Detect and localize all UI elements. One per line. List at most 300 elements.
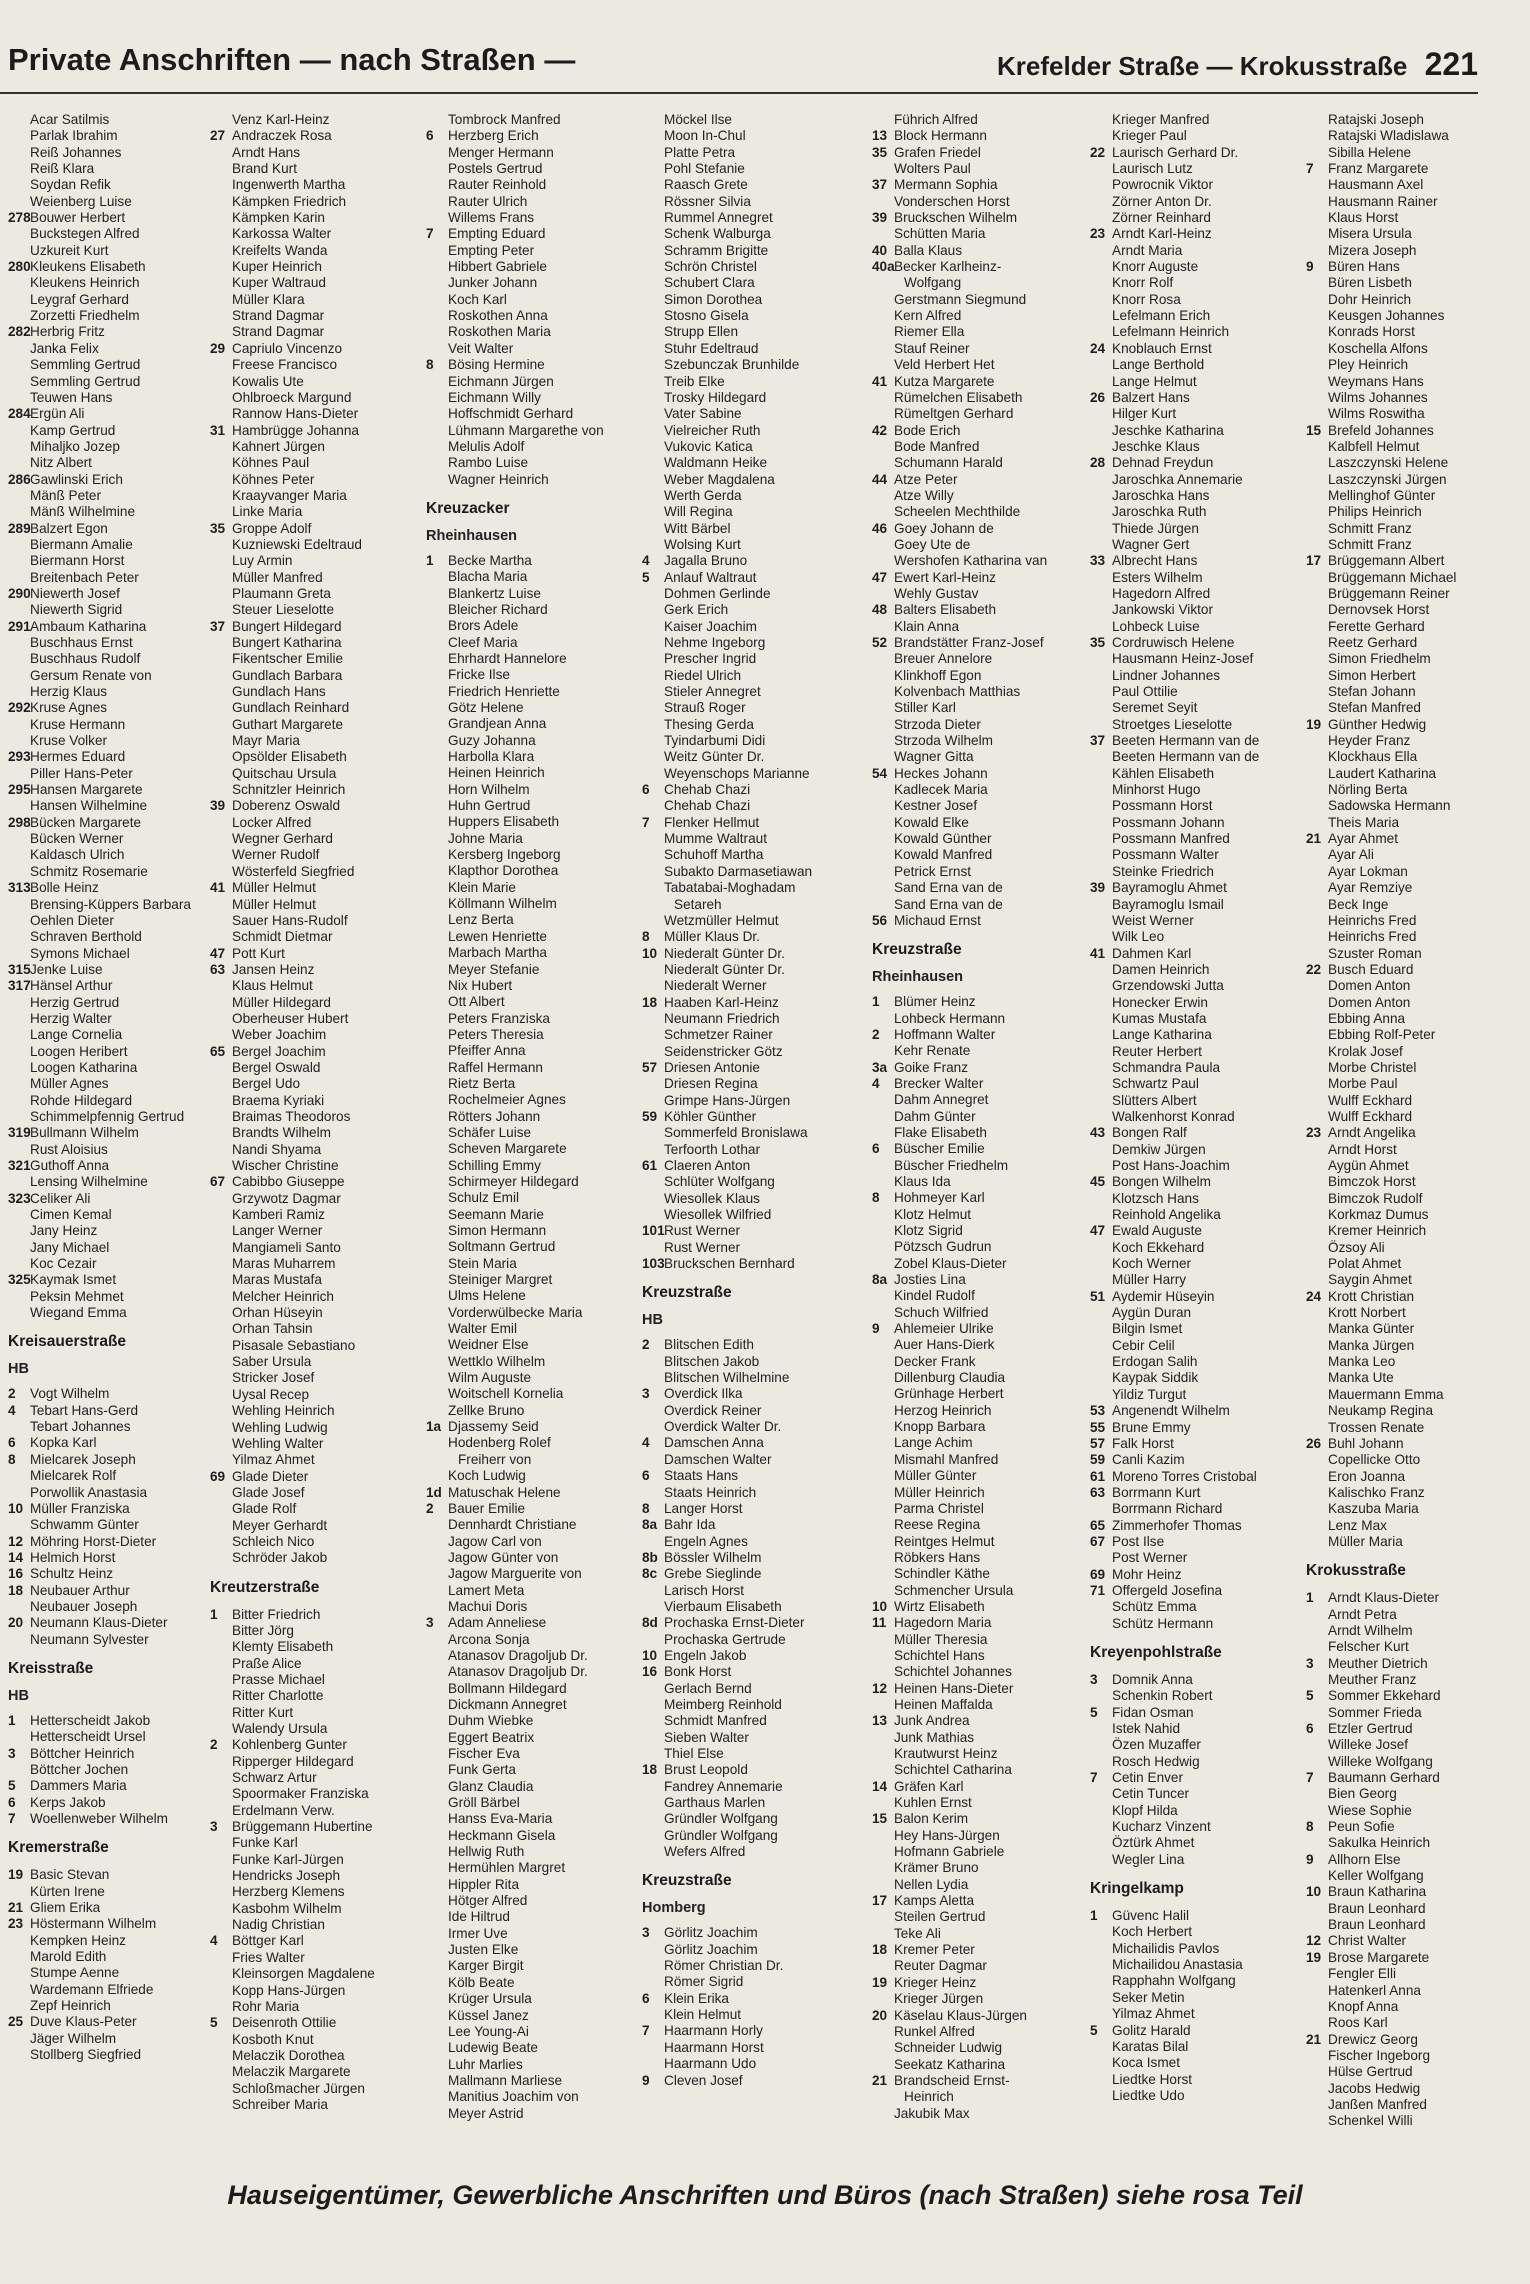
house-number: 26 [1090, 389, 1106, 405]
district-heading: Rheinhausen [426, 527, 518, 544]
resident-name: Knopp Barbara [894, 1419, 986, 1435]
resident-name: Damschen Anna [664, 1435, 764, 1451]
resident-entry [872, 1239, 1088, 1255]
resident-entry [872, 831, 1088, 847]
resident-entry [1306, 1607, 1478, 1623]
resident-entry [210, 341, 424, 357]
resident-name: Dickmann Annegret [448, 1696, 567, 1712]
house-number: 39 [872, 210, 888, 226]
resident-name: Bücken Werner [30, 831, 124, 847]
resident-name: Chehab Chazi [664, 782, 751, 798]
resident-name: Haarmann Horly [664, 2023, 763, 2039]
resident-entry [426, 1697, 640, 1713]
resident-entry [1090, 177, 1304, 193]
resident-entry [8, 700, 208, 716]
resident-entry [642, 1583, 870, 1599]
house-number: 35 [210, 520, 226, 536]
resident-entry [642, 210, 870, 226]
house-number: 41 [872, 373, 888, 389]
resident-name: Peun Sofie [1328, 1819, 1395, 1835]
resident-entry [642, 161, 870, 177]
resident-name: Lange Achim [894, 1435, 973, 1451]
resident-entry [1090, 1835, 1304, 1851]
resident-entry [1090, 684, 1304, 700]
resident-entry [426, 1092, 640, 1108]
resident-name: Orhan Tahsin [232, 1321, 313, 1337]
resident-name: Ergün Ali [30, 406, 85, 422]
resident-name: Prochaska Gertrude [664, 1631, 786, 1647]
resident-entry [8, 1240, 208, 1256]
resident-name: Steiniger Margret [448, 1272, 553, 1288]
resident-entry [210, 602, 424, 618]
house-number: 11 [872, 1615, 887, 1631]
resident-entry [1306, 455, 1478, 471]
resident-name: Arndt Wilhelm [1328, 1622, 1413, 1638]
resident-entry [872, 226, 1088, 242]
resident-entry [210, 1027, 424, 1043]
resident-entry [1090, 1688, 1304, 1704]
resident-entry [872, 1272, 1088, 1288]
resident-entry [8, 798, 208, 814]
resident-entry [642, 815, 870, 831]
resident-entry [872, 1011, 1088, 1027]
resident-entry [210, 1770, 424, 1786]
resident-entry [426, 1958, 640, 1974]
resident-entry [872, 145, 1088, 161]
resident-entry [8, 602, 208, 618]
resident-name: Veld Herbert Het [894, 357, 995, 373]
house-number: 8a [872, 1272, 888, 1288]
resident-name: Blankertz Luise [448, 585, 541, 601]
resident-entry [1306, 128, 1478, 144]
resident-entry [872, 488, 1088, 504]
house-number: 10 [8, 1500, 24, 1516]
resident-name: Venz Karl-Heinz [232, 112, 330, 127]
resident-entry [426, 1435, 640, 1451]
street-heading: Krokusstraße [1306, 1562, 1406, 1580]
resident-name: Bonk Horst [664, 1664, 732, 1680]
resident-entry [642, 1746, 870, 1762]
house-number: 8c [642, 1566, 658, 1582]
resident-name: Wehling Ludwig [232, 1419, 328, 1435]
resident-entry [210, 1819, 424, 1835]
resident-name: Brüggemann Michael [1328, 569, 1457, 585]
house-number: 5 [1090, 1704, 1098, 1720]
resident-entry [8, 1386, 208, 1402]
resident-name: Steuer Lieselotte [232, 602, 335, 618]
resident-entry [1090, 259, 1304, 275]
resident-entry [1306, 1436, 1478, 1452]
resident-name: Vierbaum Elisabeth [664, 1598, 782, 1614]
house-number: 71 [1090, 1582, 1106, 1598]
resident-name: Blitschen Wilhelmine [664, 1370, 790, 1386]
resident-name: Hetterscheidt Ursel [30, 1729, 146, 1745]
resident-name: Büren Hans [1328, 259, 1400, 275]
house-number: 29 [210, 340, 226, 356]
house-number: 5 [8, 1778, 16, 1794]
resident-entry [426, 716, 640, 732]
resident-name: Borrmann Kurt [1112, 1484, 1201, 1500]
resident-name: Wagner Gert [1112, 536, 1190, 552]
resident-entry [1306, 1656, 1478, 1672]
resident-name: Weienberg Luise [30, 193, 132, 209]
resident-entry [642, 1011, 870, 1027]
resident-entry [426, 145, 640, 161]
resident-entry [210, 1093, 424, 1109]
resident-name: Beck Inge [1328, 896, 1389, 912]
resident-entry [1306, 1158, 1478, 1174]
resident-name: Stuhr Edeltraud [664, 340, 759, 356]
resident-entry [210, 1060, 424, 1076]
resident-entry [8, 1615, 208, 1631]
resident-name: Franz Margarete [1328, 161, 1429, 177]
resident-name: Fischer Eva [448, 1746, 520, 1761]
resident-entry [1306, 1060, 1478, 1076]
resident-name: Klinkhoff Egon [894, 667, 982, 683]
resident-entry [1090, 1672, 1304, 1688]
resident-name: Cleef Maria [448, 634, 518, 650]
resident-name: Hofmann Gabriele [894, 1844, 1005, 1860]
resident-name: Possmann Horst [1112, 798, 1213, 814]
resident-name: Weist Werner [1112, 912, 1194, 928]
resident-entry [872, 1926, 1088, 1942]
resident-entry [426, 1746, 640, 1762]
resident-entry [1090, 1420, 1304, 1436]
resident-name: Raasch Grete [664, 177, 748, 193]
resident-name: Fikentscher Emilie [232, 651, 344, 667]
resident-name: Riemer Ella [894, 324, 965, 340]
house-number: 40 [872, 242, 888, 258]
house-number: 2 [642, 1337, 650, 1353]
resident-name: Jaroschka Annemarie [1112, 471, 1243, 487]
resident-name: Klapthor Dorothea [448, 863, 559, 879]
resident-name: Johne Maria [448, 830, 523, 846]
resident-name: Kämpken Karin [232, 210, 325, 226]
resident-entry [8, 684, 208, 700]
resident-entry [1090, 1803, 1304, 1819]
resident-name: Mismahl Manfred [894, 1451, 999, 1467]
resident-name: Herzig Klaus [30, 684, 108, 700]
resident-name: Kumas Mustafa [1112, 1010, 1207, 1026]
resident-name: Klockhaus Ella [1328, 749, 1418, 765]
resident-name: Eichmann Jürgen [448, 373, 554, 389]
resident-name: Atze Willy [894, 487, 954, 503]
resident-name: Görlitz Joachim [664, 1925, 758, 1941]
house-number: 48 [872, 602, 888, 618]
resident-entry [210, 1305, 424, 1321]
resident-name: Mallmann Marliese [448, 2072, 563, 2088]
resident-name: Luy Armin [232, 553, 293, 569]
resident-entry [210, 1721, 424, 1737]
resident-entry [872, 994, 1088, 1010]
resident-entry [872, 1877, 1088, 1893]
house-number: 9 [872, 1321, 880, 1337]
resident-name: Cordruwisch Helene [1112, 635, 1235, 650]
house-number: 319 [8, 1125, 31, 1141]
resident-entry [1090, 1616, 1304, 1632]
resident-entry [1090, 1908, 1304, 1924]
resident-name: Theis Maria [1328, 814, 1400, 830]
resident-name: Adam Anneliese [448, 1615, 547, 1631]
resident-name: Brand Kurt [232, 161, 297, 177]
resident-name: Luhr Marlies [448, 2056, 523, 2072]
resident-entry [1090, 1370, 1304, 1386]
resident-name: Josties Lina [894, 1272, 966, 1288]
resident-entry [1090, 815, 1304, 831]
resident-entry [1090, 504, 1304, 520]
resident-entry [1306, 357, 1478, 373]
resident-name: Rochelmeier Agnes [448, 1092, 566, 1108]
resident-name: Krieger Paul [1112, 128, 1187, 144]
resident-name: Böttger Karl [232, 1933, 304, 1949]
street-heading: Kreisauerstraße [8, 1333, 127, 1351]
resident-name: Kamps Aletta [894, 1893, 975, 1909]
resident-name: Balla Klaus [894, 242, 963, 258]
resident-entry [642, 1925, 870, 1941]
resident-entry [8, 292, 208, 308]
resident-entry [1090, 1044, 1304, 1060]
resident-name: Kruse Volker [30, 733, 108, 749]
resident-entry [1306, 1852, 1478, 1868]
resident-name: Sauer Hans-Rudolf [232, 912, 348, 928]
resident-entry [8, 570, 208, 586]
resident-name: Roskothen Maria [448, 324, 551, 340]
resident-name: Schmidt Dietmar [232, 929, 333, 945]
resident-name: Möhring Horst-Dieter [30, 1533, 157, 1549]
resident-name: Loogen Katharina [30, 1059, 138, 1075]
resident-entry [426, 1648, 640, 1664]
resident-name: Fidan Osman [1112, 1704, 1194, 1720]
resident-entry [210, 1966, 424, 1982]
resident-name: Nörling Berta [1328, 782, 1408, 798]
resident-entry [210, 717, 424, 733]
resident-entry [426, 177, 640, 193]
resident-entry [210, 1240, 424, 1256]
resident-name: Heinen Heinrich [448, 765, 545, 781]
resident-name: Harbolla Klara [448, 749, 535, 765]
resident-entry [872, 1583, 1088, 1599]
resident-entry [426, 406, 640, 422]
resident-entry [426, 1337, 640, 1353]
resident-name: Seker Metin [1112, 1989, 1185, 2005]
resident-entry [1306, 978, 1478, 994]
resident-entry [1306, 1125, 1478, 1141]
resident-name: Schumann Harald [894, 455, 1003, 471]
resident-entry [426, 1305, 640, 1321]
resident-name: Brandscheid Ernst- [894, 2072, 1010, 2088]
resident-name: Buschhaus Rudolf [30, 651, 141, 667]
resident-name: Mangiameli Santo [232, 1239, 341, 1255]
resident-name: Mayr Maria [232, 733, 300, 749]
resident-entry [642, 259, 870, 275]
resident-entry [1090, 194, 1304, 210]
resident-name: Breitenbach Peter [30, 569, 139, 585]
resident-entry [8, 324, 208, 340]
resident-name: Kolvenbach Matthias [894, 684, 1021, 700]
resident-entry [1306, 733, 1478, 749]
resident-name: Jankowski Viktor [1112, 602, 1213, 618]
resident-name: Liedtke Horst [1112, 2071, 1193, 2087]
resident-name: Heinrichs Fred [1328, 912, 1417, 928]
directory-column [642, 112, 870, 2089]
resident-name: Bleicher Richard [448, 601, 548, 617]
resident-entry [642, 406, 870, 422]
resident-entry [8, 1223, 208, 1239]
resident-entry [642, 1811, 870, 1827]
resident-entry [872, 668, 1088, 684]
house-number: 15 [1306, 422, 1322, 438]
resident-name: Moon In-Chul [664, 128, 746, 144]
resident-name: Haarmann Horst [664, 2039, 764, 2055]
resident-entry [8, 1501, 208, 1517]
resident-entry [426, 439, 640, 455]
resident-name: Wegner Gerhard [232, 831, 333, 847]
resident-entry [210, 1607, 424, 1623]
resident-entry [210, 1786, 424, 1802]
resident-name: Bimczok Rudolf [1328, 1190, 1423, 1206]
resident-name: Neukamp Regina [1328, 1403, 1434, 1419]
resident-name: Jagalla Bruno [664, 553, 748, 569]
resident-name: Hansen Wilhelmine [30, 798, 148, 814]
resident-name: Menger Hermann [448, 144, 554, 160]
resident-name: Schmetzer Rainer [664, 1027, 773, 1043]
resident-name: Laszczynski Jürgen [1328, 471, 1447, 487]
resident-name: Krolak Josef [1328, 1043, 1403, 1059]
resident-entry [1090, 537, 1304, 553]
house-number: 18 [642, 994, 658, 1010]
resident-entry [872, 1664, 1088, 1680]
resident-name: Michailidou Anastasia [1112, 1957, 1243, 1973]
resident-name: Terfoorth Lothar [664, 1141, 760, 1157]
resident-name: Sieben Walter [664, 1729, 749, 1745]
resident-name: Kern Alfred [894, 308, 962, 324]
resident-name: Ambaum Katharina [30, 618, 147, 634]
resident-entry [8, 913, 208, 929]
resident-name: Domen Anton [1328, 994, 1411, 1010]
street-heading: Kringelkamp [1090, 1880, 1184, 1898]
resident-entry [426, 292, 640, 308]
house-number: 14 [8, 1549, 24, 1565]
resident-name: Ayar Ahmet [1328, 831, 1399, 847]
resident-entry [1090, 243, 1304, 259]
house-number: 27 [210, 128, 226, 144]
resident-entry [872, 1828, 1088, 1844]
resident-name: Glade Josef [232, 1484, 305, 1500]
resident-entry [1306, 1370, 1478, 1386]
resident-name: Yilmaz Ahmet [1112, 2006, 1195, 2022]
resident-name: Nellen Lydia [894, 1876, 969, 1892]
resident-entry [642, 2073, 870, 2089]
resident-name: Koc Cezair [30, 1256, 97, 1272]
resident-name: Kersberg Ingeborg [448, 847, 561, 863]
resident-entry [426, 1942, 640, 1958]
resident-entry [426, 1762, 640, 1778]
resident-entry [1306, 226, 1478, 242]
resident-entry [1090, 1338, 1304, 1354]
resident-entry [210, 553, 424, 569]
resident-entry [8, 1289, 208, 1305]
resident-name: Knorr Rosa [1112, 291, 1181, 307]
resident-name: Heinen Maffalda [894, 1696, 993, 1712]
resident-name: Bolle Heinz [30, 880, 99, 896]
resident-name: Wirtz Elisabeth [894, 1598, 985, 1614]
resident-entry [210, 635, 424, 651]
resident-entry [426, 1501, 640, 1517]
resident-name: Arndt Horst [1328, 1141, 1397, 1157]
house-number: 278 [8, 210, 31, 226]
resident-entry [872, 1435, 1088, 1451]
resident-entry [872, 847, 1088, 863]
resident-entry [872, 537, 1088, 553]
resident-name: Heckes Johann [894, 765, 988, 781]
resident-entry [642, 1517, 870, 1533]
resident-name: Eichmann Willy [448, 389, 541, 405]
resident-name: Peksin Mehmet [30, 1288, 124, 1304]
resident-entry [426, 128, 640, 144]
resident-entry [1090, 962, 1304, 978]
resident-name: Subakto Darmasetiawan [664, 863, 813, 879]
resident-entry [210, 586, 424, 602]
resident-entry [642, 635, 870, 651]
resident-entry [210, 815, 424, 831]
resident-name: Bode Erich [894, 422, 961, 438]
resident-entry [426, 1076, 640, 1092]
resident-name: Pisasale Sebastiano [232, 1337, 356, 1353]
resident-entry [8, 455, 208, 471]
resident-name: Büscher Emilie [894, 1141, 985, 1157]
resident-name: Wagner Heinrich [448, 471, 549, 487]
resident-name: Stroetges Lieselotte [1112, 716, 1233, 732]
resident-entry [642, 390, 870, 406]
house-number: 55 [1090, 1419, 1106, 1435]
resident-entry [210, 210, 424, 226]
resident-name: Jenke Luise [30, 961, 103, 977]
resident-entry [1306, 177, 1478, 193]
resident-entry [210, 684, 424, 700]
resident-name: Klein Marie [448, 879, 516, 895]
resident-name: Powrocnik Viktor [1112, 177, 1213, 193]
resident-entry [1090, 1272, 1304, 1288]
resident-name: Höstermann Wilhelm [30, 1916, 157, 1932]
house-number: 3 [210, 1819, 218, 1835]
resident-name: Bongen Ralf [1112, 1125, 1187, 1141]
resident-entry [872, 1942, 1088, 1958]
house-number: 1 [8, 1712, 16, 1728]
resident-entry [1306, 374, 1478, 390]
resident-entry [642, 1109, 870, 1125]
resident-entry [8, 978, 208, 994]
resident-name: Minhorst Hugo [1112, 782, 1201, 798]
resident-name: Laurisch Lutz [1112, 161, 1193, 177]
house-number: 22 [1306, 961, 1322, 977]
resident-entry [426, 1517, 640, 1533]
resident-entry [8, 1583, 208, 1599]
resident-entry [426, 1272, 640, 1288]
resident-name: Herzberg Erich [448, 128, 539, 144]
resident-name: Esters Wilhelm [1112, 569, 1203, 585]
resident-name: Müller Helmut [232, 896, 316, 912]
resident-name: Fischer Ingeborg [1328, 2047, 1431, 2063]
resident-entry [426, 1926, 640, 1942]
resident-entry [1090, 995, 1304, 1011]
resident-entry [642, 128, 870, 144]
resident-name: Görlitz Joachim [664, 1941, 758, 1957]
resident-entry [210, 570, 424, 586]
house-number: 7 [426, 226, 434, 242]
resident-name: Bien Georg [1328, 1786, 1397, 1802]
house-number: 6 [642, 782, 650, 798]
resident-name: Reese Regina [894, 1517, 981, 1533]
